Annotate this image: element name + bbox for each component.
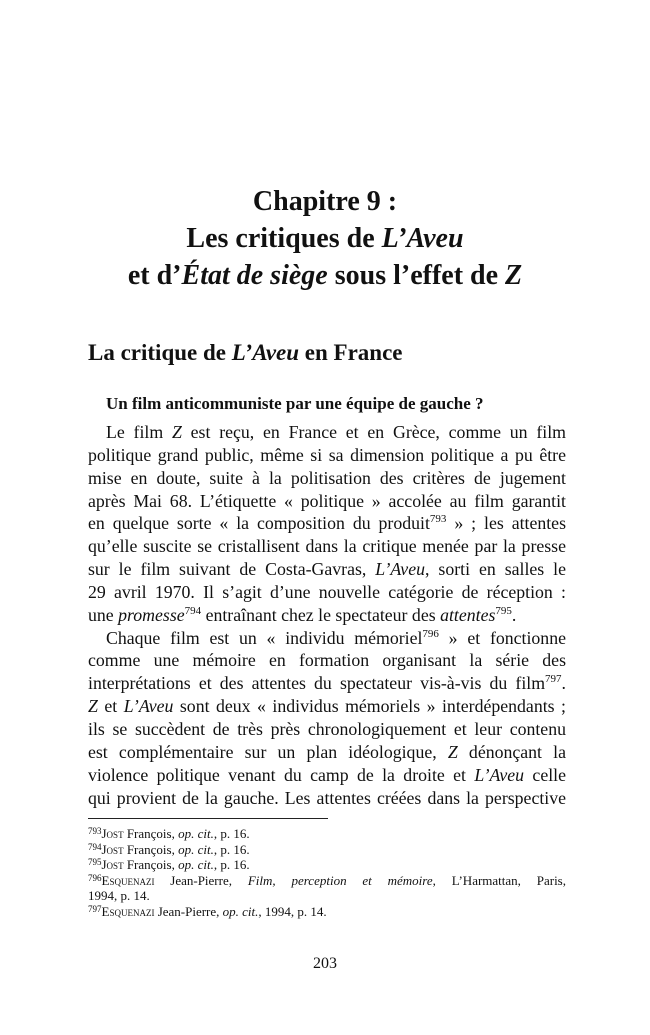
footnote-ref: 795 (495, 604, 512, 617)
footnote-ref: 794 (184, 604, 202, 617)
paragraph-1: Le film Z est reçu, en France et en Grèce, comme un film politique grand public, même si sa dimension politique a pu être mise en doute, suite à la politisation des critères de jugement après Mai 68. L’étiquette « politique » accolée au film garantit en quelque sorte « la composition du produit$^{793}$ » ; les attentes qu’elle suscite se cristallisent dans la critique menée par la presse sur le film suivant de Costa-Gavras, L’Aveu, sorti en salles le 29 avril 1970. Il s’agit d’une nouvelle catégorie de réception : une promesse$^{794}$ entraînant chez le spectateur des attentes$^{795}$. (88, 422, 566, 625)
subsection-heading: Un film anticommuniste par une équipe de gauche ? (106, 394, 484, 413)
footnote-ref: 797 (545, 673, 562, 686)
footnote-797: $^{797}$Esquenazi Jean-Pierre, op. cit., 1994, p. 14. (88, 903, 327, 919)
footnotes (88, 826, 566, 920)
chapter-title-line-1: Les critiques de L’Aveu (186, 223, 464, 254)
paragraph-2: Chaque film est un « individu mémoriel$^{796}$ » et fonctionne comme une mémoire en formation organisant la série des interprétations et des attentes du spectateur vis-à-vis du film$^{797}$. Z et L’Aveu sont deux « individus mémoriels » interdépendants ; ils se succèdent de très près chronologiquement et leur contenu est complémentaire sur un plan idéologique, Z dénonçant la violence politique venant du camp de la droite et L’Aveu celle qui provient de la gauche. Les attentes créées dans la perspective (88, 627, 566, 808)
footnote-796: $^{796}$Esquenazi Jean-Pierre, Film, perception et mémoire, L’Harmattan, Paris, (88, 872, 566, 888)
section-heading: La critique de L’Aveu en France (88, 340, 403, 365)
footnote-795: $^{795}$Jost François, op. cit., p. 16. (88, 857, 250, 873)
footnote-794: $^{794}$Jost François, op. cit., p. 16. (88, 841, 250, 857)
chapter-title-line-2: et d’État de siège sous l’effet de Z (127, 260, 523, 291)
footnote-separator (88, 818, 328, 819)
chapter-number: Chapitre 9 : (252, 186, 398, 217)
page-number: 203 (313, 955, 337, 972)
footnote-796-cont: 1994, p. 14. (88, 888, 150, 904)
footnote-793: $^{793}$Jost François, op. cit., p. 16. (88, 826, 250, 841)
footnote-ref: 793 (429, 513, 447, 526)
footnote-ref: 796 (422, 627, 439, 640)
